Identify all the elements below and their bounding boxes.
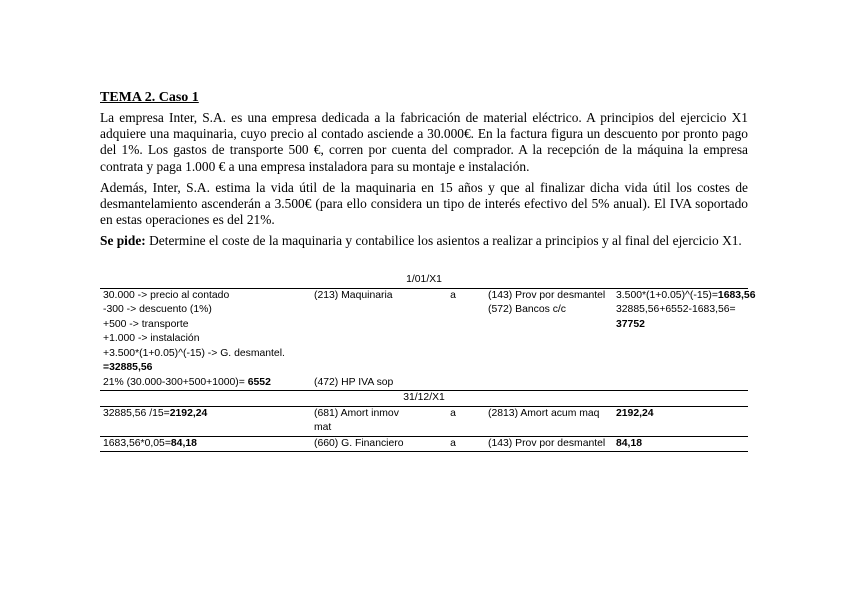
- credit-account: (2813) Amort acum maq: [485, 406, 613, 436]
- credit-account: (143) Prov por desmantel: [488, 289, 606, 301]
- a-cell: a: [421, 406, 485, 436]
- request-label: Se pide:: [100, 233, 146, 249]
- request-paragraph: [100, 233, 748, 249]
- calc-line: +1.000 -> instalación: [103, 333, 200, 344]
- amount-cell: [613, 288, 756, 376]
- credit-account: (143) Prov por desmantel: [485, 436, 613, 452]
- debit-account-iva: (472) HP IVA sop: [314, 376, 394, 388]
- iva-calc-cell: [100, 376, 311, 391]
- request-text: Determine el coste de la maquinaria y contabilice los asientos a realizar a principios y al final del ejercicio X1.: [145, 233, 742, 249]
- calc-line: -300 -> descuento (1%): [103, 304, 212, 315]
- journal-table: [100, 273, 756, 452]
- debit-account: (681) Amort inmov mat: [311, 406, 421, 436]
- calc-value: 84,18: [170, 437, 197, 449]
- amount-line: [616, 289, 756, 304]
- entry-date-2: 31/12/X1: [100, 391, 748, 407]
- amount-formula: 3.500*(1+0.05)^(-15)=: [616, 289, 718, 301]
- iva-value: 6552: [247, 376, 271, 388]
- table-row: [100, 288, 748, 376]
- calc-cell: [100, 288, 311, 376]
- table-row: [100, 406, 748, 436]
- iva-formula: 21% (30.000-300+500+1000)=: [103, 376, 245, 388]
- calc-total: =32885,56: [103, 362, 153, 373]
- table-row: [100, 436, 748, 452]
- table-row: [100, 376, 748, 391]
- calc-line: +500 -> transporte: [103, 318, 189, 330]
- a-cell: a: [450, 289, 456, 301]
- calc-formula: 32885,56 /15=: [103, 407, 170, 419]
- debit-cell: [311, 288, 421, 376]
- page-title: TEMA 2. Caso 1: [100, 90, 199, 105]
- calc-cell: [100, 406, 311, 436]
- paragraph-1: La empresa Inter, S.A. es una empresa dedicada a la fabricación de material eléctrico. A principios del ejercicio X1 adquiere una maquinaria, cuyo precio al contado asciende a 30.000€. En la factura figura un descuento por pronto pago del 1%. Los gastos de transporte 500 €, corren por cuenta del comprador. A la recepción de la máquina la empresa contrata y paga 1.000 € a una empresa instaladora para su montaje e instalación.: [100, 110, 748, 174]
- paragraph-2: Además, Inter, S.A. estima la vida útil de la maquinaria en 15 años y que al finalizar dicha vida útil los costes de desmantelamiento ascenderán a 3.500€ (para ello considera un tipo de interés efectivo del 5% anual). El IVA soportado en estas operaciones es del 21%.: [100, 179, 748, 228]
- date-row-1: [100, 273, 748, 288]
- calc-formula: 1683,56*0,05=: [103, 437, 171, 449]
- credit-account: (572) Bancos c/c: [488, 304, 566, 315]
- calc-line: 30.000 -> precio al contado: [103, 289, 230, 301]
- credit-cell: [485, 288, 613, 376]
- debit-account: (660) G. Financiero: [311, 436, 421, 452]
- debit-account: (213) Maquinaria: [314, 289, 393, 301]
- date-row-2: [100, 391, 748, 407]
- calc-cell: [100, 436, 311, 452]
- amount-value: 1683,56: [717, 289, 756, 301]
- amount-formula: 32885,56+6552-1683,56=: [616, 304, 736, 315]
- amount-value: 37752: [616, 318, 645, 330]
- amount-value: 84,18: [613, 436, 748, 452]
- calc-line: +3.500*(1+0.05)^(-15) -> G. desmantel.: [103, 347, 285, 359]
- calc-value: 2192,24: [169, 407, 208, 419]
- a-cell: a: [421, 436, 485, 452]
- document-page: [100, 89, 756, 449]
- entry-date-1: 1/01/X1: [100, 273, 748, 288]
- amount-value: 2192,24: [613, 406, 748, 436]
